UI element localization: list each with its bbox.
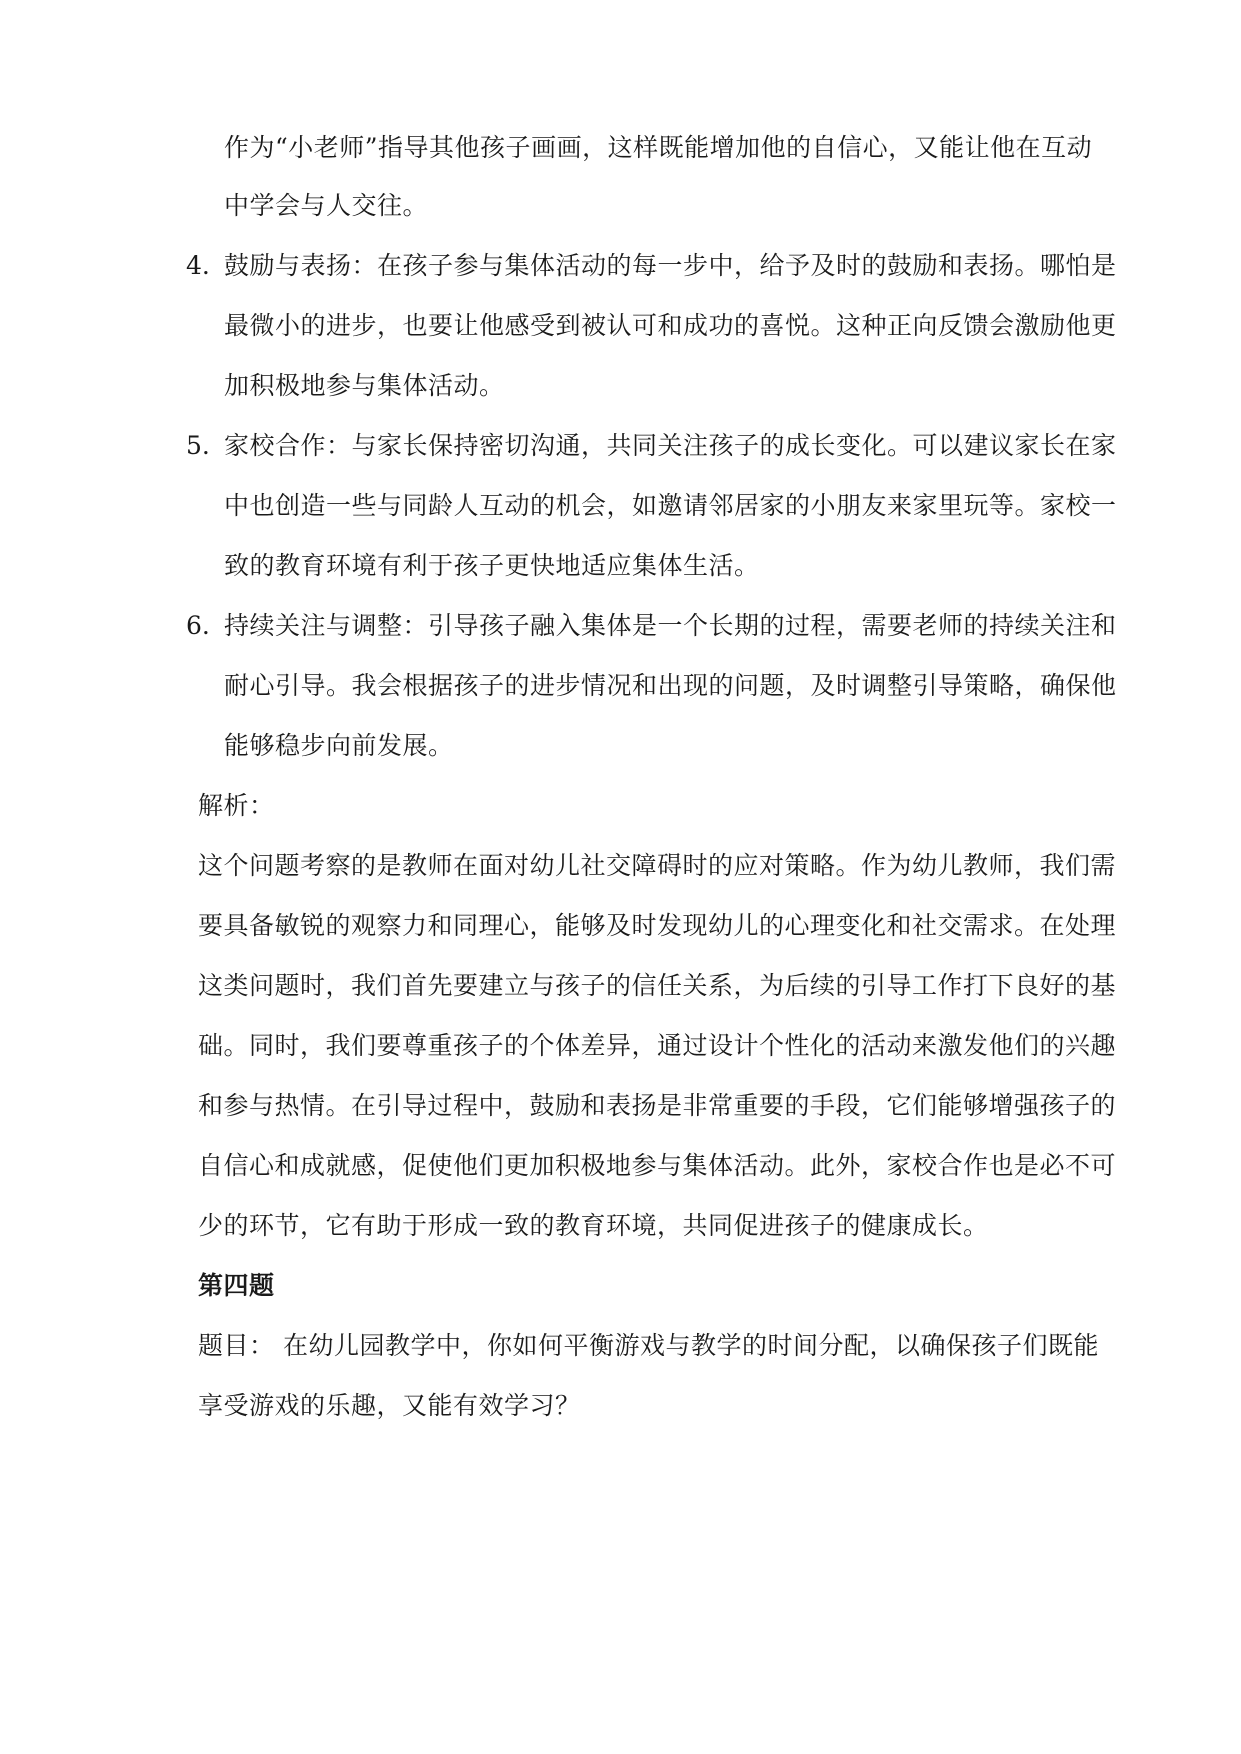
- section-heading: 第四题: [198, 1271, 275, 1300]
- analysis-line: 少的环节，它有助于形成一致的教育环境，共同促进孩子的健康成长。: [198, 1211, 989, 1240]
- analysis-line: 础。同时，我们要尊重孩子的个体差异，通过设计个性化的活动来激发他们的兴趣: [198, 1031, 1117, 1060]
- list-item-number: 5.: [186, 431, 210, 460]
- list-item-line: 耐心引导。我会根据孩子的进步情况和出现的问题，及时调整引导策略，确保他: [224, 671, 1117, 700]
- list-item-number: 6.: [186, 611, 210, 640]
- question-line: 题目： 在幼儿园教学中，你如何平衡游戏与教学的时间分配，以确保孩子们既能: [198, 1331, 1099, 1360]
- list-item-line: 能够稳步向前发展。: [224, 731, 454, 760]
- analysis-line: 要具备敏锐的观察力和同理心，能够及时发现幼儿的心理变化和社交需求。在处理: [198, 911, 1117, 940]
- analysis-line: 和参与热情。在引导过程中，鼓励和表扬是非常重要的手段，它们能够增强孩子的: [198, 1091, 1117, 1120]
- question-line: 享受游戏的乐趣，又能有效学习？: [198, 1391, 581, 1420]
- analysis-line: 这个问题考察的是教师在面对幼儿社交障碍时的应对策略。作为幼儿教师，我们需: [198, 851, 1117, 880]
- list-item-line: 持续关注与调整：引导孩子融入集体是一个长期的过程，需要老师的持续关注和: [224, 611, 1117, 640]
- list-item-line: 最微小的进步，也要让他感受到被认可和成功的喜悦。这种正向反馈会激励他更: [224, 311, 1117, 340]
- list-item-number: 4.: [186, 251, 210, 280]
- list-item-line: 加积极地参与集体活动。: [224, 371, 505, 400]
- list-item-line: 鼓励与表扬：在孩子参与集体活动的每一步中，给予及时的鼓励和表扬。哪怕是: [224, 251, 1117, 280]
- paragraph-line: 中学会与人交往。: [224, 191, 429, 220]
- analysis-line: 自信心和成就感，促使他们更加积极地参与集体活动。此外，家校合作也是必不可: [198, 1151, 1117, 1180]
- analysis-label: 解析：: [198, 791, 275, 820]
- list-item-line: 中也创造一些与同龄人互动的机会，如邀请邻居家的小朋友来家里玩等。家校一: [224, 491, 1117, 520]
- list-item-line: 致的教育环境有利于孩子更快地适应集体生活。: [224, 551, 760, 580]
- analysis-line: 这类问题时，我们首先要建立与孩子的信任关系，为后续的引导工作打下良好的基: [198, 971, 1117, 1000]
- list-item-line: 家校合作：与家长保持密切沟通，共同关注孩子的成长变化。可以建议家长在家: [224, 431, 1117, 460]
- paragraph-line: 作为“小老师”指导其他孩子画画，这样既能增加他的自信心，又能让他在互动: [224, 133, 1093, 162]
